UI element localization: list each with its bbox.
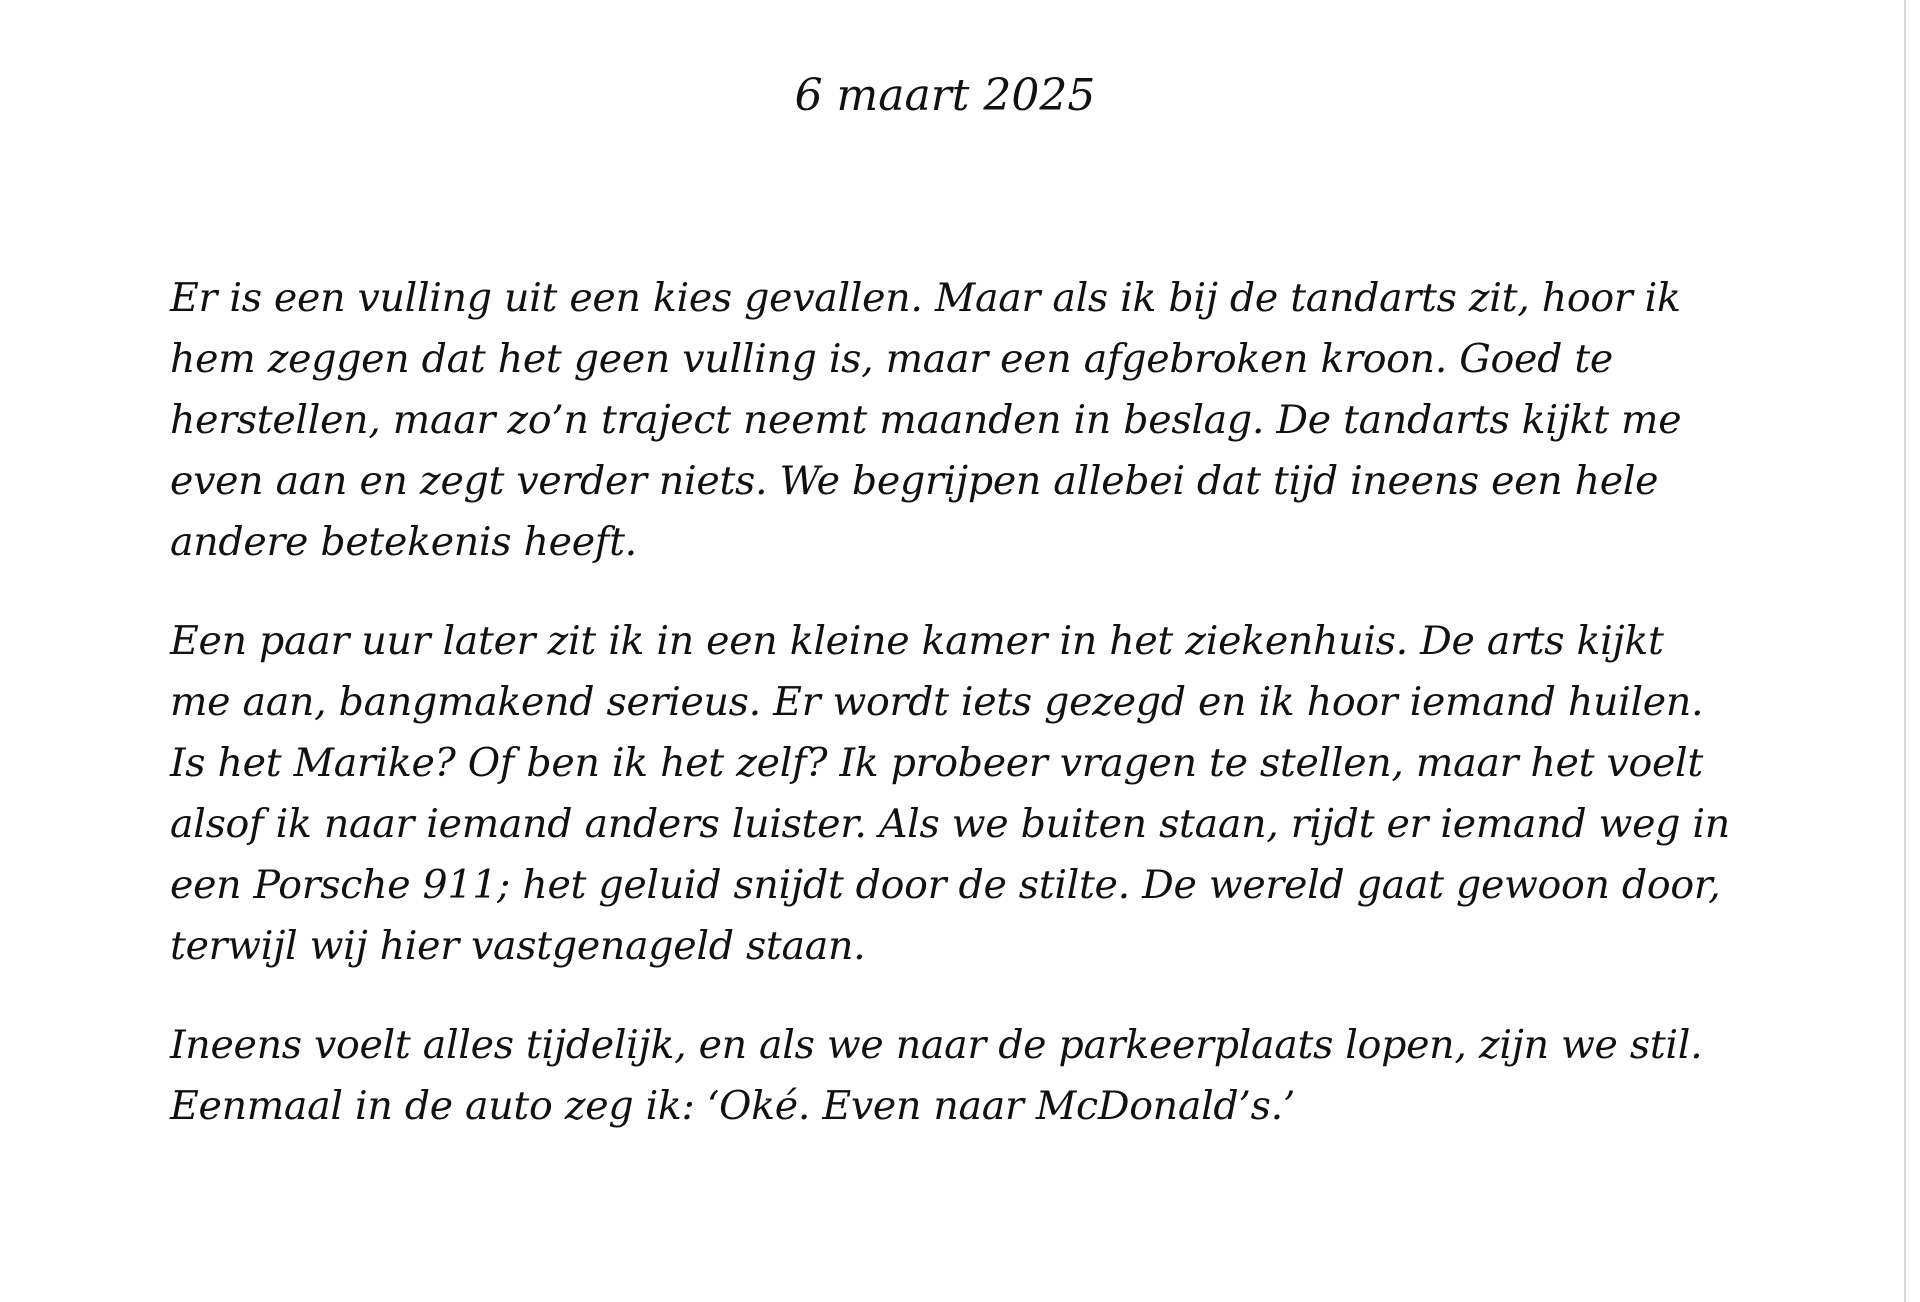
paragraph-dentist: Er is een vulling uit een kies gevallen. Maar als ik bij de tandarts zit, hoor ik hem zeggen dat het geen vulling is, maar een afgebroken kroon. Goed te herstellen, maar zo’n traject neemt maanden in beslag. De tandarts kijkt me even aan en zegt verder niets. We begrijpen allebei dat tijd ineens een hele andere betekenis heeft. <box>170 275 1682 565</box>
entry-date: 6 maart 2025 <box>794 70 1096 121</box>
page-edge-divider <box>1904 0 1906 1302</box>
entry-body <box>170 268 1730 1175</box>
paragraph-parking-lot: Ineens voelt alles tijdelijk, en als we naar de parkeerplaats lopen, zijn we stil. Eenmaal in de auto zeg ik: ‘Oké. Even naar McDonald’s.’ <box>170 1022 1703 1129</box>
paragraph-hospital: Een paar uur later zit ik in een kleine kamer in het ziekenhuis. De arts kijkt me aan, bangmakend serieus. Er wordt iets gezegd en ik hoor iemand huilen. Is het Marike? Of ben ik het zelf? Ik probeer vragen te stellen, maar het voelt alsof ik naar iemand anders luister. Als we buiten staan, rijdt er iemand weg in een Porsche 911; het geluid snijdt door de stilte. De wereld gaat gewoon door, terwijl wij hier vastgenageld staan. <box>170 618 1730 969</box>
